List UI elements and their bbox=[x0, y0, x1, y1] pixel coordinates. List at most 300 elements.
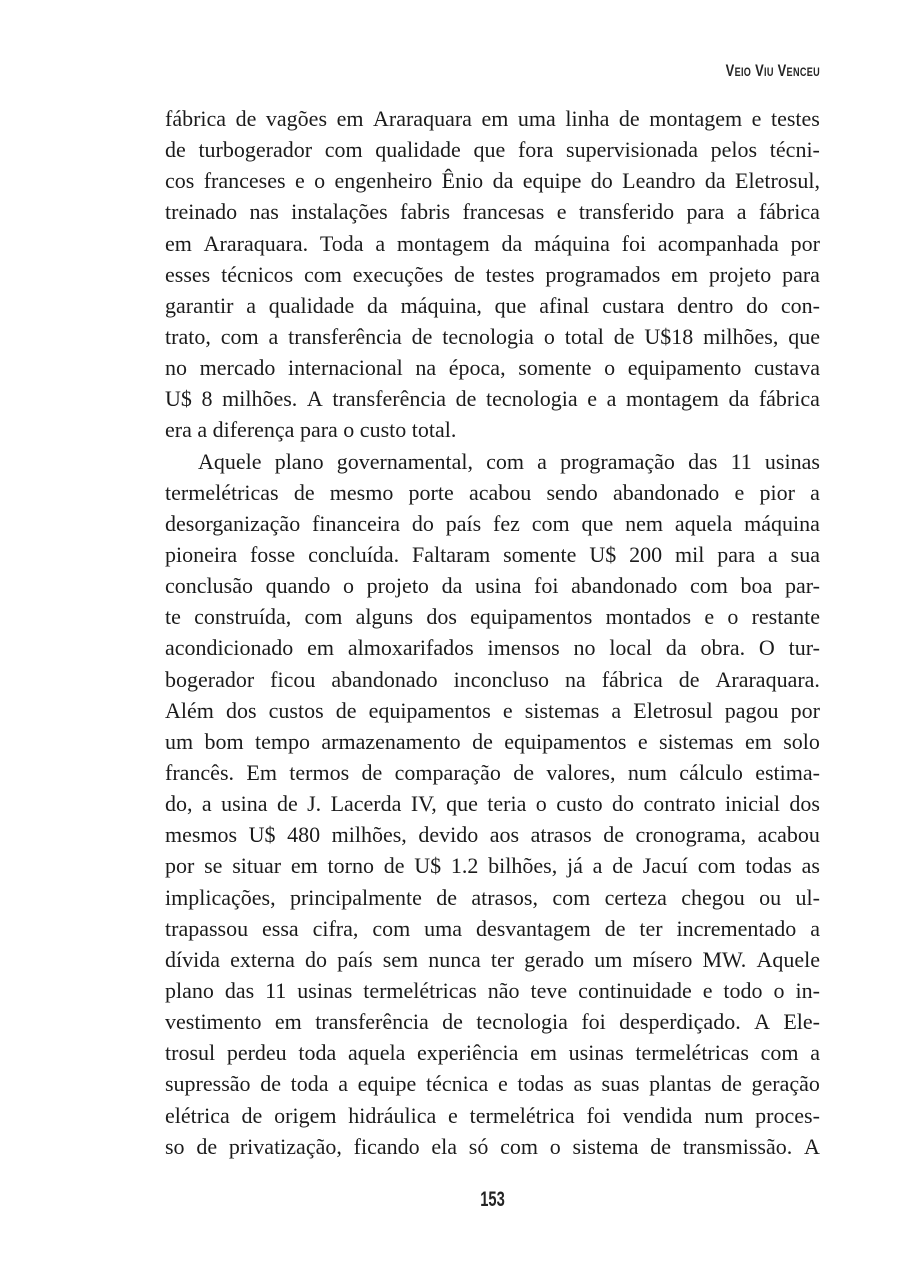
word: e bbox=[751, 106, 762, 131]
text-line bbox=[165, 321, 820, 352]
word: fábrica bbox=[601, 666, 663, 692]
word: aos bbox=[489, 822, 520, 848]
word: acondicionado bbox=[165, 635, 294, 661]
word: elétrica bbox=[165, 1102, 230, 1128]
word: situar bbox=[232, 853, 282, 879]
word: fábrica bbox=[165, 106, 227, 131]
word: trosul bbox=[165, 1040, 216, 1066]
word: custos bbox=[268, 697, 324, 723]
word: e bbox=[702, 977, 713, 1003]
word: fez bbox=[493, 510, 520, 536]
word: em bbox=[530, 1040, 557, 1066]
word: bogerador bbox=[165, 666, 255, 692]
word: plano bbox=[165, 977, 214, 1003]
word: o bbox=[543, 323, 555, 349]
word: contrato bbox=[643, 791, 716, 817]
word: dos bbox=[789, 791, 820, 817]
word: sistemas bbox=[658, 728, 734, 754]
word: de bbox=[613, 323, 635, 349]
word: o bbox=[773, 977, 785, 1003]
word: a bbox=[201, 791, 212, 817]
word: U$ bbox=[414, 853, 442, 879]
word: essa bbox=[262, 915, 299, 941]
word: valores, bbox=[546, 759, 616, 785]
word: IV, bbox=[410, 791, 437, 817]
word: não bbox=[487, 977, 520, 1003]
word: abandonado bbox=[571, 573, 678, 599]
word: do bbox=[411, 510, 434, 536]
word: gerado bbox=[524, 946, 585, 972]
word: a bbox=[810, 1040, 820, 1066]
word: técnica bbox=[425, 1071, 489, 1097]
word: todas bbox=[745, 853, 792, 879]
word: máquina bbox=[744, 510, 820, 536]
word: origem bbox=[274, 1102, 337, 1128]
word: de bbox=[721, 1071, 742, 1097]
word: e bbox=[704, 604, 715, 630]
word: o bbox=[342, 573, 354, 599]
word: imensos bbox=[487, 635, 560, 661]
word: usinas bbox=[568, 1040, 624, 1066]
word: almoxarifados bbox=[347, 635, 474, 661]
word: hidráulica bbox=[348, 1102, 437, 1128]
word: país bbox=[337, 946, 373, 972]
word: para bbox=[782, 261, 820, 287]
word: de bbox=[260, 1071, 281, 1097]
word: Eletrosul, bbox=[735, 168, 820, 194]
word: de bbox=[678, 666, 700, 692]
word: bom bbox=[204, 728, 244, 754]
word: internacional bbox=[287, 355, 403, 381]
word: desvantagem bbox=[475, 915, 591, 941]
word: plantas bbox=[649, 1071, 712, 1097]
word: com bbox=[690, 573, 728, 599]
word: atrasos bbox=[530, 822, 592, 848]
word: um bbox=[165, 728, 194, 754]
word: inconcluso bbox=[453, 666, 549, 692]
word: Leandro bbox=[622, 168, 696, 194]
word: montagem bbox=[625, 386, 719, 412]
word: num bbox=[627, 759, 667, 785]
word: construída, bbox=[194, 604, 292, 630]
word: nem bbox=[625, 510, 664, 536]
word: do bbox=[746, 292, 769, 318]
word: o bbox=[727, 604, 739, 630]
word: de bbox=[276, 791, 298, 817]
word: sem bbox=[382, 946, 419, 972]
word: com bbox=[220, 323, 259, 349]
word: franceses bbox=[203, 168, 286, 194]
text-line bbox=[165, 352, 820, 383]
word: te bbox=[165, 604, 181, 630]
word: termelétrica bbox=[469, 1102, 575, 1128]
word: o bbox=[314, 168, 326, 194]
word: termelétricas bbox=[165, 479, 279, 505]
word: 1.2 bbox=[450, 853, 479, 879]
word: inicial bbox=[724, 791, 780, 817]
word: equipe bbox=[522, 168, 582, 194]
word: usinas bbox=[297, 977, 353, 1003]
word: uma bbox=[517, 106, 556, 131]
word: continuidade bbox=[578, 977, 692, 1003]
word: so bbox=[165, 1133, 185, 1159]
word: tecnologia bbox=[476, 1009, 568, 1035]
text-line bbox=[165, 103, 820, 134]
word: sua bbox=[790, 541, 820, 567]
word: a bbox=[246, 292, 256, 318]
word: U$18 bbox=[644, 323, 694, 349]
word: ficou bbox=[270, 666, 316, 692]
word: a bbox=[767, 541, 778, 567]
word: milhões. bbox=[222, 386, 298, 412]
word: garantir bbox=[165, 292, 234, 318]
word: máquina, bbox=[400, 292, 482, 318]
word: e bbox=[497, 1071, 508, 1097]
word: num bbox=[704, 1102, 744, 1128]
text-line bbox=[165, 228, 820, 259]
word: milhões, bbox=[703, 323, 779, 349]
word: solo bbox=[783, 728, 820, 754]
word: Além bbox=[165, 697, 214, 723]
word: em bbox=[165, 230, 192, 256]
word: já bbox=[567, 853, 583, 879]
word: uma bbox=[424, 915, 463, 941]
word: só bbox=[468, 1133, 489, 1159]
word: ul- bbox=[795, 884, 820, 910]
word: para bbox=[686, 199, 725, 225]
word: com bbox=[486, 448, 525, 474]
word: e bbox=[637, 728, 648, 754]
word: Ênio bbox=[441, 168, 484, 194]
word: A bbox=[306, 386, 323, 412]
word: tempo bbox=[255, 728, 311, 754]
word: mesmos bbox=[165, 822, 238, 848]
word: Lacerda bbox=[330, 791, 402, 817]
word: abandonado bbox=[612, 479, 720, 505]
word: com bbox=[372, 915, 411, 941]
word: do bbox=[612, 791, 635, 817]
word: montagem bbox=[649, 106, 743, 131]
word: em bbox=[481, 106, 509, 131]
word: cos bbox=[165, 168, 195, 194]
word: em bbox=[290, 853, 318, 879]
word: privatização, bbox=[228, 1133, 342, 1159]
text-line bbox=[165, 757, 820, 788]
word: linha bbox=[565, 106, 610, 131]
text-line bbox=[165, 383, 820, 414]
word: U$ bbox=[248, 822, 276, 848]
text-line bbox=[165, 539, 820, 570]
word: in- bbox=[795, 977, 820, 1003]
word: com bbox=[531, 510, 570, 536]
word: de bbox=[165, 137, 186, 163]
word: sistemas bbox=[524, 697, 600, 723]
word: esses bbox=[165, 261, 211, 287]
word: certeza bbox=[604, 884, 667, 910]
word: trapassou bbox=[165, 915, 249, 941]
text-line bbox=[165, 601, 820, 632]
word: técni- bbox=[769, 137, 820, 163]
word: suas bbox=[601, 1071, 640, 1097]
word: as bbox=[573, 1071, 592, 1097]
word: experiência bbox=[417, 1040, 519, 1066]
text-line bbox=[165, 1068, 820, 1099]
word: e bbox=[294, 168, 305, 194]
word: por bbox=[790, 230, 820, 256]
text-line bbox=[165, 508, 820, 539]
word: par- bbox=[784, 573, 820, 599]
word: mísero bbox=[632, 946, 693, 972]
word: da bbox=[441, 573, 463, 599]
word: na bbox=[415, 355, 437, 381]
word: montagem bbox=[396, 230, 490, 256]
word: principalmente bbox=[289, 884, 422, 910]
word: porte bbox=[408, 479, 454, 505]
word: do, bbox=[165, 791, 193, 817]
word: época, bbox=[448, 355, 506, 381]
word: quando bbox=[265, 573, 331, 599]
word: cálculo bbox=[679, 759, 743, 785]
word: dívida bbox=[165, 946, 220, 972]
text-line bbox=[165, 788, 820, 819]
word: de bbox=[361, 759, 383, 785]
word: sistema bbox=[572, 1133, 639, 1159]
text-line bbox=[165, 913, 820, 944]
word: com bbox=[304, 604, 343, 630]
word: cifra, bbox=[312, 915, 359, 941]
text-line bbox=[165, 632, 820, 663]
word: da bbox=[492, 168, 514, 194]
word: termelétricas bbox=[363, 977, 477, 1003]
word: atrasos, bbox=[471, 884, 538, 910]
word: Eletrosul bbox=[633, 697, 713, 723]
word: mil bbox=[675, 541, 705, 567]
word: supervisionada bbox=[566, 137, 698, 163]
word: de bbox=[196, 1133, 218, 1159]
word: a bbox=[537, 448, 547, 474]
word: da bbox=[728, 386, 750, 412]
word: dos bbox=[426, 604, 457, 630]
word: U$ bbox=[165, 386, 192, 412]
word: em bbox=[671, 261, 699, 287]
word: bilhões, bbox=[488, 853, 558, 879]
word: 8 bbox=[201, 386, 213, 412]
word: no bbox=[165, 355, 187, 381]
word: com bbox=[304, 261, 342, 287]
word: acabou bbox=[468, 479, 532, 505]
page-number: 153 bbox=[480, 1188, 505, 1211]
word: usina bbox=[474, 573, 522, 599]
word: em bbox=[336, 106, 364, 131]
word: Faltaram bbox=[412, 541, 491, 567]
text-line bbox=[165, 290, 820, 321]
word: 11 bbox=[265, 977, 287, 1003]
text-line bbox=[165, 165, 820, 196]
word: governamental, bbox=[336, 448, 473, 474]
word: toda bbox=[298, 1040, 337, 1066]
word: O bbox=[758, 635, 775, 661]
word: a bbox=[338, 1071, 348, 1097]
word: transmissão. bbox=[682, 1133, 793, 1159]
word: da bbox=[665, 635, 687, 661]
word: obra. bbox=[700, 635, 746, 661]
word: da bbox=[367, 292, 388, 318]
word: Araraquara bbox=[373, 106, 472, 131]
word: boa bbox=[740, 573, 773, 599]
word: pelos bbox=[710, 137, 758, 163]
word: Araraquara. bbox=[203, 230, 309, 256]
word: fábrica bbox=[758, 386, 820, 412]
word: abandonado bbox=[331, 666, 438, 692]
word: qualidade bbox=[375, 137, 461, 163]
word: Aquele bbox=[198, 448, 262, 474]
word: país bbox=[445, 510, 482, 536]
word: Aquele bbox=[756, 946, 820, 972]
word: a bbox=[611, 697, 622, 723]
word: foi bbox=[581, 1009, 606, 1035]
word: total bbox=[564, 323, 604, 349]
word: do bbox=[590, 168, 613, 194]
word: por bbox=[165, 853, 195, 879]
word: francesas bbox=[462, 199, 545, 225]
word: qualidade bbox=[268, 292, 355, 318]
word: a bbox=[606, 386, 617, 412]
word: de bbox=[436, 884, 458, 910]
word: custava bbox=[753, 355, 820, 381]
word: teria bbox=[487, 791, 527, 817]
word: restante bbox=[751, 604, 820, 630]
word: das bbox=[224, 977, 255, 1003]
word: e bbox=[556, 199, 567, 225]
word: pagou bbox=[724, 697, 779, 723]
text-line bbox=[165, 477, 820, 508]
word: Jacuí bbox=[642, 853, 688, 879]
word: perdeu bbox=[226, 1040, 287, 1066]
text-line bbox=[165, 850, 820, 881]
running-header: Veio Viu Venceu bbox=[725, 61, 820, 80]
word: testes bbox=[485, 261, 535, 287]
word: A bbox=[754, 1009, 770, 1035]
word: acabou bbox=[757, 822, 820, 848]
word: mesmo bbox=[329, 479, 394, 505]
word: todas bbox=[517, 1071, 564, 1097]
word: fora bbox=[517, 137, 554, 163]
word: local bbox=[609, 635, 653, 661]
word: e bbox=[448, 1102, 458, 1128]
word: do bbox=[304, 946, 327, 972]
word: fabris bbox=[400, 199, 451, 225]
word: das bbox=[688, 448, 718, 474]
word: por bbox=[790, 697, 820, 723]
word: devido bbox=[418, 822, 479, 848]
text-line bbox=[165, 1131, 820, 1162]
word: ter bbox=[639, 915, 663, 941]
text-line bbox=[165, 664, 820, 695]
word: para bbox=[717, 541, 756, 567]
word: de bbox=[472, 728, 493, 754]
word: J. bbox=[307, 791, 322, 817]
word: Ele- bbox=[783, 1009, 820, 1035]
word: proces- bbox=[755, 1102, 820, 1128]
word: o bbox=[535, 791, 547, 817]
word: programados bbox=[545, 261, 661, 287]
text-line bbox=[165, 1006, 820, 1037]
word: somente bbox=[518, 355, 592, 381]
word: o bbox=[549, 1133, 561, 1159]
word: transferido bbox=[578, 199, 675, 225]
word: com bbox=[760, 1040, 799, 1066]
word: que bbox=[581, 510, 614, 536]
word: que bbox=[788, 323, 820, 349]
word: equipamento bbox=[627, 355, 742, 381]
word: o bbox=[604, 355, 616, 381]
word: dos bbox=[225, 697, 257, 723]
word: vestimento bbox=[165, 1009, 262, 1035]
word: e bbox=[502, 697, 513, 723]
word: trato, bbox=[165, 323, 211, 349]
word: de bbox=[454, 261, 475, 287]
word: termos bbox=[289, 759, 350, 785]
word: de bbox=[235, 106, 257, 131]
word: da bbox=[501, 230, 523, 256]
word: custara bbox=[602, 292, 665, 318]
word: nas bbox=[249, 199, 279, 225]
word: ficando bbox=[353, 1133, 420, 1159]
word: e bbox=[587, 386, 597, 412]
word: todo bbox=[723, 977, 763, 1003]
text-line bbox=[165, 944, 820, 975]
word: com bbox=[500, 1133, 538, 1159]
word: transferência bbox=[332, 386, 446, 412]
text-line bbox=[165, 196, 820, 227]
word: de bbox=[604, 915, 626, 941]
word: que bbox=[473, 137, 506, 163]
word: Em bbox=[246, 759, 277, 785]
word: Araraquara. bbox=[715, 666, 820, 692]
word: de bbox=[293, 479, 315, 505]
word: mercado bbox=[199, 355, 276, 381]
word: 11 bbox=[730, 448, 752, 474]
word: tur- bbox=[788, 635, 820, 661]
word: de bbox=[411, 323, 433, 349]
word: sendo bbox=[546, 479, 598, 505]
word: acompanhada bbox=[657, 230, 779, 256]
word: A bbox=[803, 1133, 820, 1159]
text-line bbox=[165, 134, 820, 165]
word: em bbox=[274, 1009, 302, 1035]
text-line bbox=[165, 882, 820, 913]
word: equipamentos bbox=[504, 728, 627, 754]
word: a bbox=[736, 199, 747, 225]
word: MW. bbox=[702, 946, 747, 972]
word: pioneira bbox=[165, 541, 238, 567]
word: afinal bbox=[539, 292, 590, 318]
word: implicações, bbox=[165, 884, 276, 910]
word: concluída. bbox=[308, 541, 400, 567]
word: ou bbox=[759, 884, 782, 910]
word: a bbox=[268, 323, 279, 349]
word: de bbox=[455, 386, 477, 412]
text-line bbox=[165, 1037, 820, 1068]
text-line bbox=[165, 259, 820, 290]
word: equipamentos bbox=[470, 604, 593, 630]
word: de bbox=[383, 853, 405, 879]
text-line bbox=[165, 1100, 820, 1131]
word: máquina bbox=[534, 230, 610, 256]
word: a bbox=[810, 479, 820, 505]
word: que bbox=[446, 791, 478, 817]
word: nunca bbox=[428, 946, 481, 972]
